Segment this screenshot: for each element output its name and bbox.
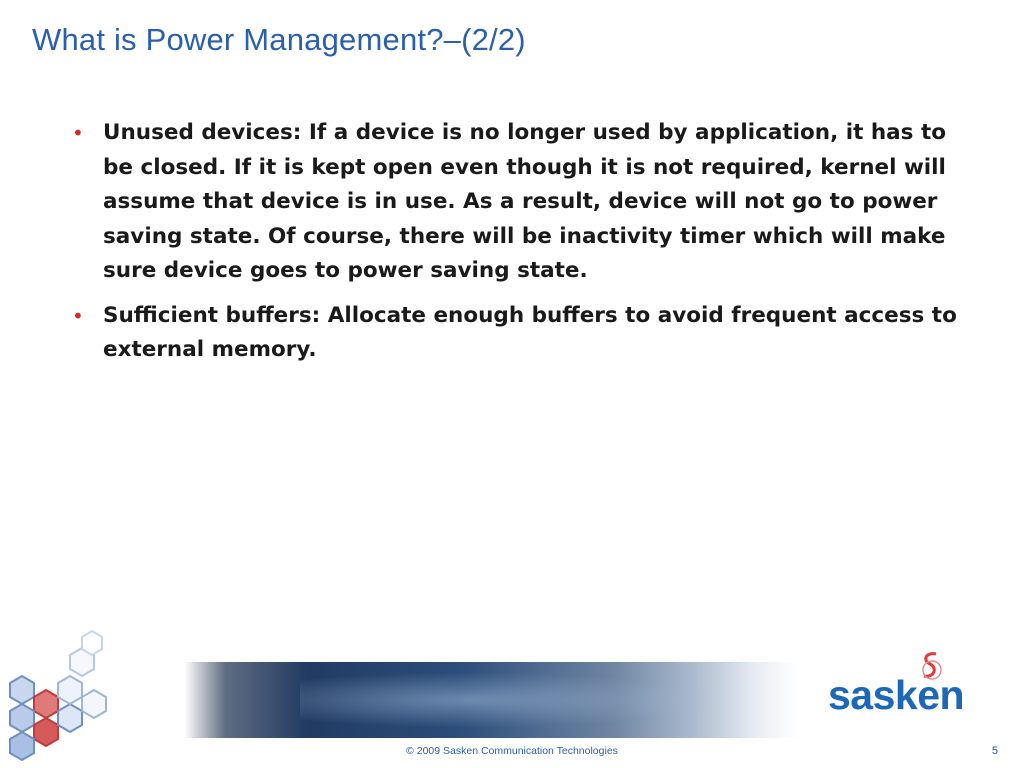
page-number: 5 xyxy=(991,745,998,757)
logo-text: sasken xyxy=(828,672,965,718)
bullet-marker: • xyxy=(72,303,84,328)
bullet-item xyxy=(72,116,972,289)
bullet-list xyxy=(72,116,972,378)
bullet-text: Sufficient buffers: Allocate enough buffers to avoid frequent access to external memory. xyxy=(103,302,957,362)
bullet-marker: • xyxy=(72,121,84,145)
bullet-text: Unused devices: If a device is no longer used by application, it has to be closed. If it is kept open even though it is not required, kernel will assume that device is in use. As a result, device will not go to power saving state. Of course, there will be inactivity timer which will make sure device goes to power saving state. xyxy=(103,120,946,283)
footer-copyright xyxy=(0,745,1024,757)
copyright-text: © 2009 Sasken Communication Technologies xyxy=(406,745,618,757)
banner-glow xyxy=(300,672,720,728)
company-logo xyxy=(828,650,968,720)
bullet-item xyxy=(72,299,972,368)
hexagon-decoration xyxy=(0,625,240,765)
slide-title: What is Power Management?–(2/2) xyxy=(32,22,526,57)
